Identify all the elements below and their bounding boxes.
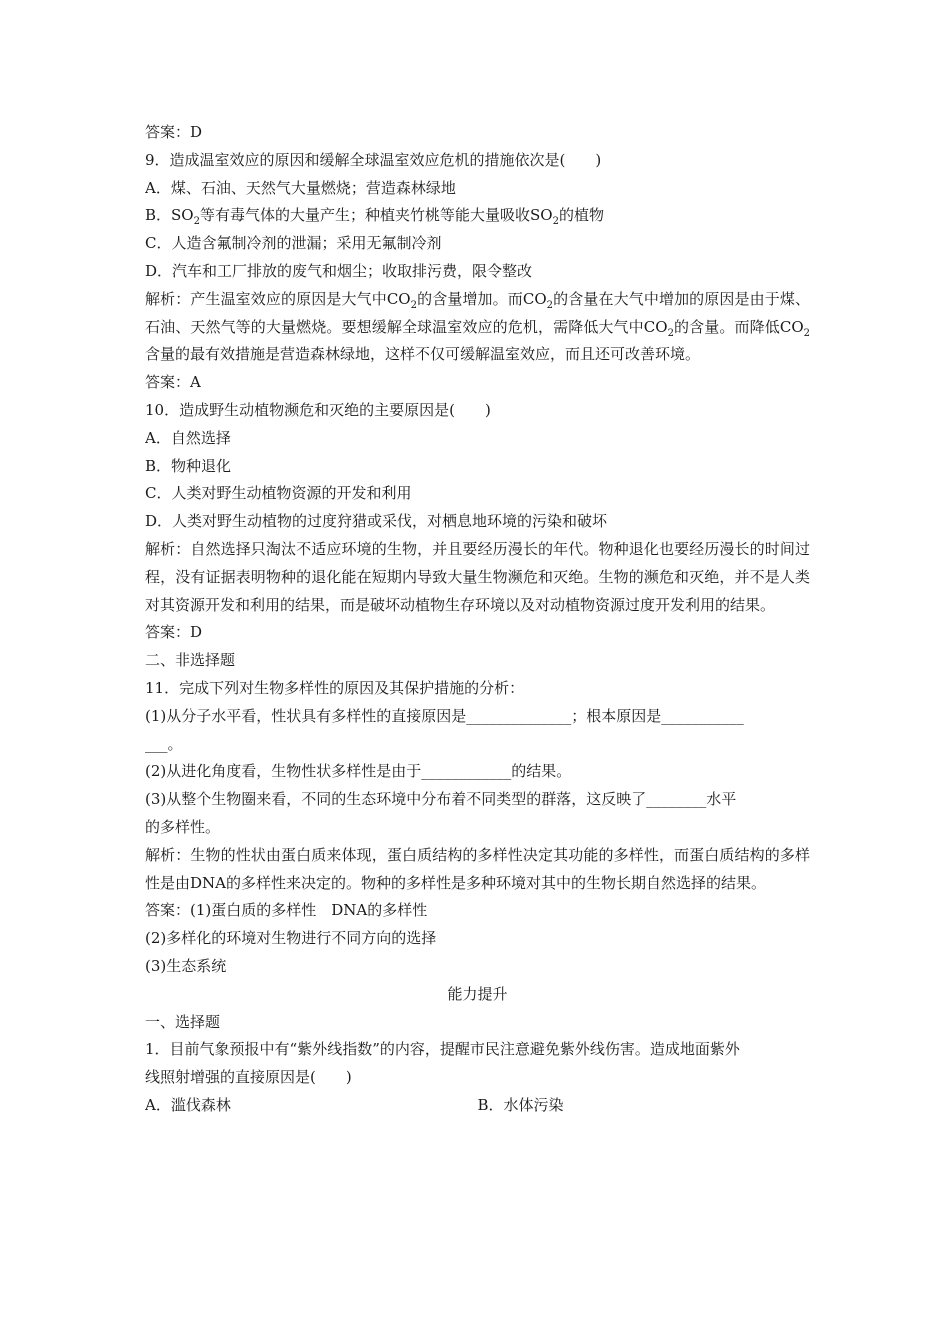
q10-option-b: B．物种退化 (145, 456, 232, 475)
q9-analysis-part: 的含量在大气中增加的原因是由于煤、石油、天然气等的大量燃烧。要想缓解全球温室效应的危机，需降低大气中CO (145, 289, 810, 336)
q11-part3-line1: (3)从整个生物圈来看，不同的生态环境中分布着不同类型的群落，这反映了________水平 (145, 790, 737, 809)
q9-option-b-part: B．SO (145, 206, 194, 225)
q11-part2: (2)从进化角度看，生物性状多样性是由于____________的结果。 (145, 762, 572, 781)
q9-analysis-part: 的含量增加。而CO (416, 289, 547, 308)
q10-option-a: A．自然选择 (145, 428, 231, 447)
q9-analysis-part: 的含量。而降低CO (673, 317, 804, 336)
q11-part3-line2: 的多样性。 (145, 817, 221, 836)
p1-stem-line2: 线照射增强的直接原因是( ) (145, 1068, 352, 1087)
q9-option-b-part: 的植物 (558, 206, 604, 225)
p1-options-row (145, 1092, 810, 1120)
subscript: 2 (803, 327, 811, 339)
q11-stem: 11．完成下列对生物多样性的原因及其保护措施的分析： (145, 678, 525, 697)
section-1-heading: 一、选择题 (145, 1012, 221, 1031)
q9-answer: 答案：A (145, 373, 201, 392)
q10-stem: 10．造成野生动植物濒危和灭绝的主要原因是( ) (145, 400, 491, 419)
q9-analysis-part: 解析：产生温室效应的原因是大气中CO (145, 289, 411, 308)
q9-analysis (145, 286, 810, 369)
subscript: 2 (552, 216, 559, 228)
subscript: 2 (667, 327, 674, 339)
q11-answer-3: (3)生态系统 (145, 956, 227, 975)
q9-option-b (145, 202, 810, 230)
p1-option-a: A．滥伐森林 (145, 1095, 231, 1114)
q11-analysis: 解析：生物的性状由蛋白质来体现，蛋白质结构的多样性决定其功能的多样性，而蛋白质结构的多样性是由DNA的多样性来决定的。物种的多样性是多种环境对其中的生物长期自然选择的结果。 (145, 845, 810, 892)
q9-analysis-part: 含量的最有效措施是营造森林绿地，这样不仅可缓解温室效应，而且还可改善环境。 (145, 345, 701, 364)
p1-stem-line1: 1．目前气象预报中有“紫外线指数”的内容，提醒市民注意避免紫外线伤害。造成地面紫外 (145, 1040, 740, 1059)
q9-option-b-part: 等有毒气体的大量产生；种植夹竹桃等能大量吸收SO (199, 206, 553, 225)
q10-analysis: 解析：自然选择只淘汰不适应环境的生物，并且要经历漫长的年代。物种退化也要经历漫长的时间过程，没有证据表明物种的退化能在短期内导致大量生物濒危和灭绝。生物的濒危和灭绝，并不是人类对其资源开发和利用的结果，而是破坏动植物生存环境以及对动植物资源过度开发利用的结果。 (145, 539, 810, 614)
ability-heading: 能力提升 (447, 984, 508, 1003)
q10-option-d: D．人类对野生动植物的过度狩猎或采伐，对栖息地环境的污染和破坏 (145, 512, 608, 531)
q11-answer-2: (2)多样化的环境对生物进行不同方向的选择 (145, 929, 437, 948)
document-body (145, 119, 810, 1120)
q10-answer: 答案：D (145, 623, 203, 642)
q9-stem: 9．造成温室效应的原因和缓解全球温室效应危机的措施依次是( ) (145, 150, 602, 169)
section-2-heading: 二、非选择题 (145, 651, 236, 670)
p1-option-b: B．水体污染 (477, 1095, 564, 1114)
subscript: 2 (410, 299, 417, 311)
q8-answer: 答案：D (145, 123, 203, 141)
q11-part1-line2: ___。 (145, 734, 183, 753)
q10-option-c: C．人类对野生动植物资源的开发和利用 (145, 484, 412, 503)
q9-option-c: C．人造含氟制冷剂的泄漏；采用无氟制冷剂 (145, 234, 442, 253)
q9-option-d: D．汽车和工厂排放的废气和烟尘；收取排污费，限令整改 (145, 261, 533, 280)
subscript: 2 (193, 216, 200, 228)
q11-answer-1: 答案：(1)蛋白质的多样性 DNA的多样性 (145, 901, 428, 920)
q11-part1-line1: (1)从分子水平看，性状具有多样性的直接原因是______________；根本原因是___________ (145, 706, 744, 725)
q9-option-a: A．煤、石油、天然气大量燃烧；营造森林绿地 (145, 178, 456, 197)
subscript: 2 (546, 299, 554, 311)
